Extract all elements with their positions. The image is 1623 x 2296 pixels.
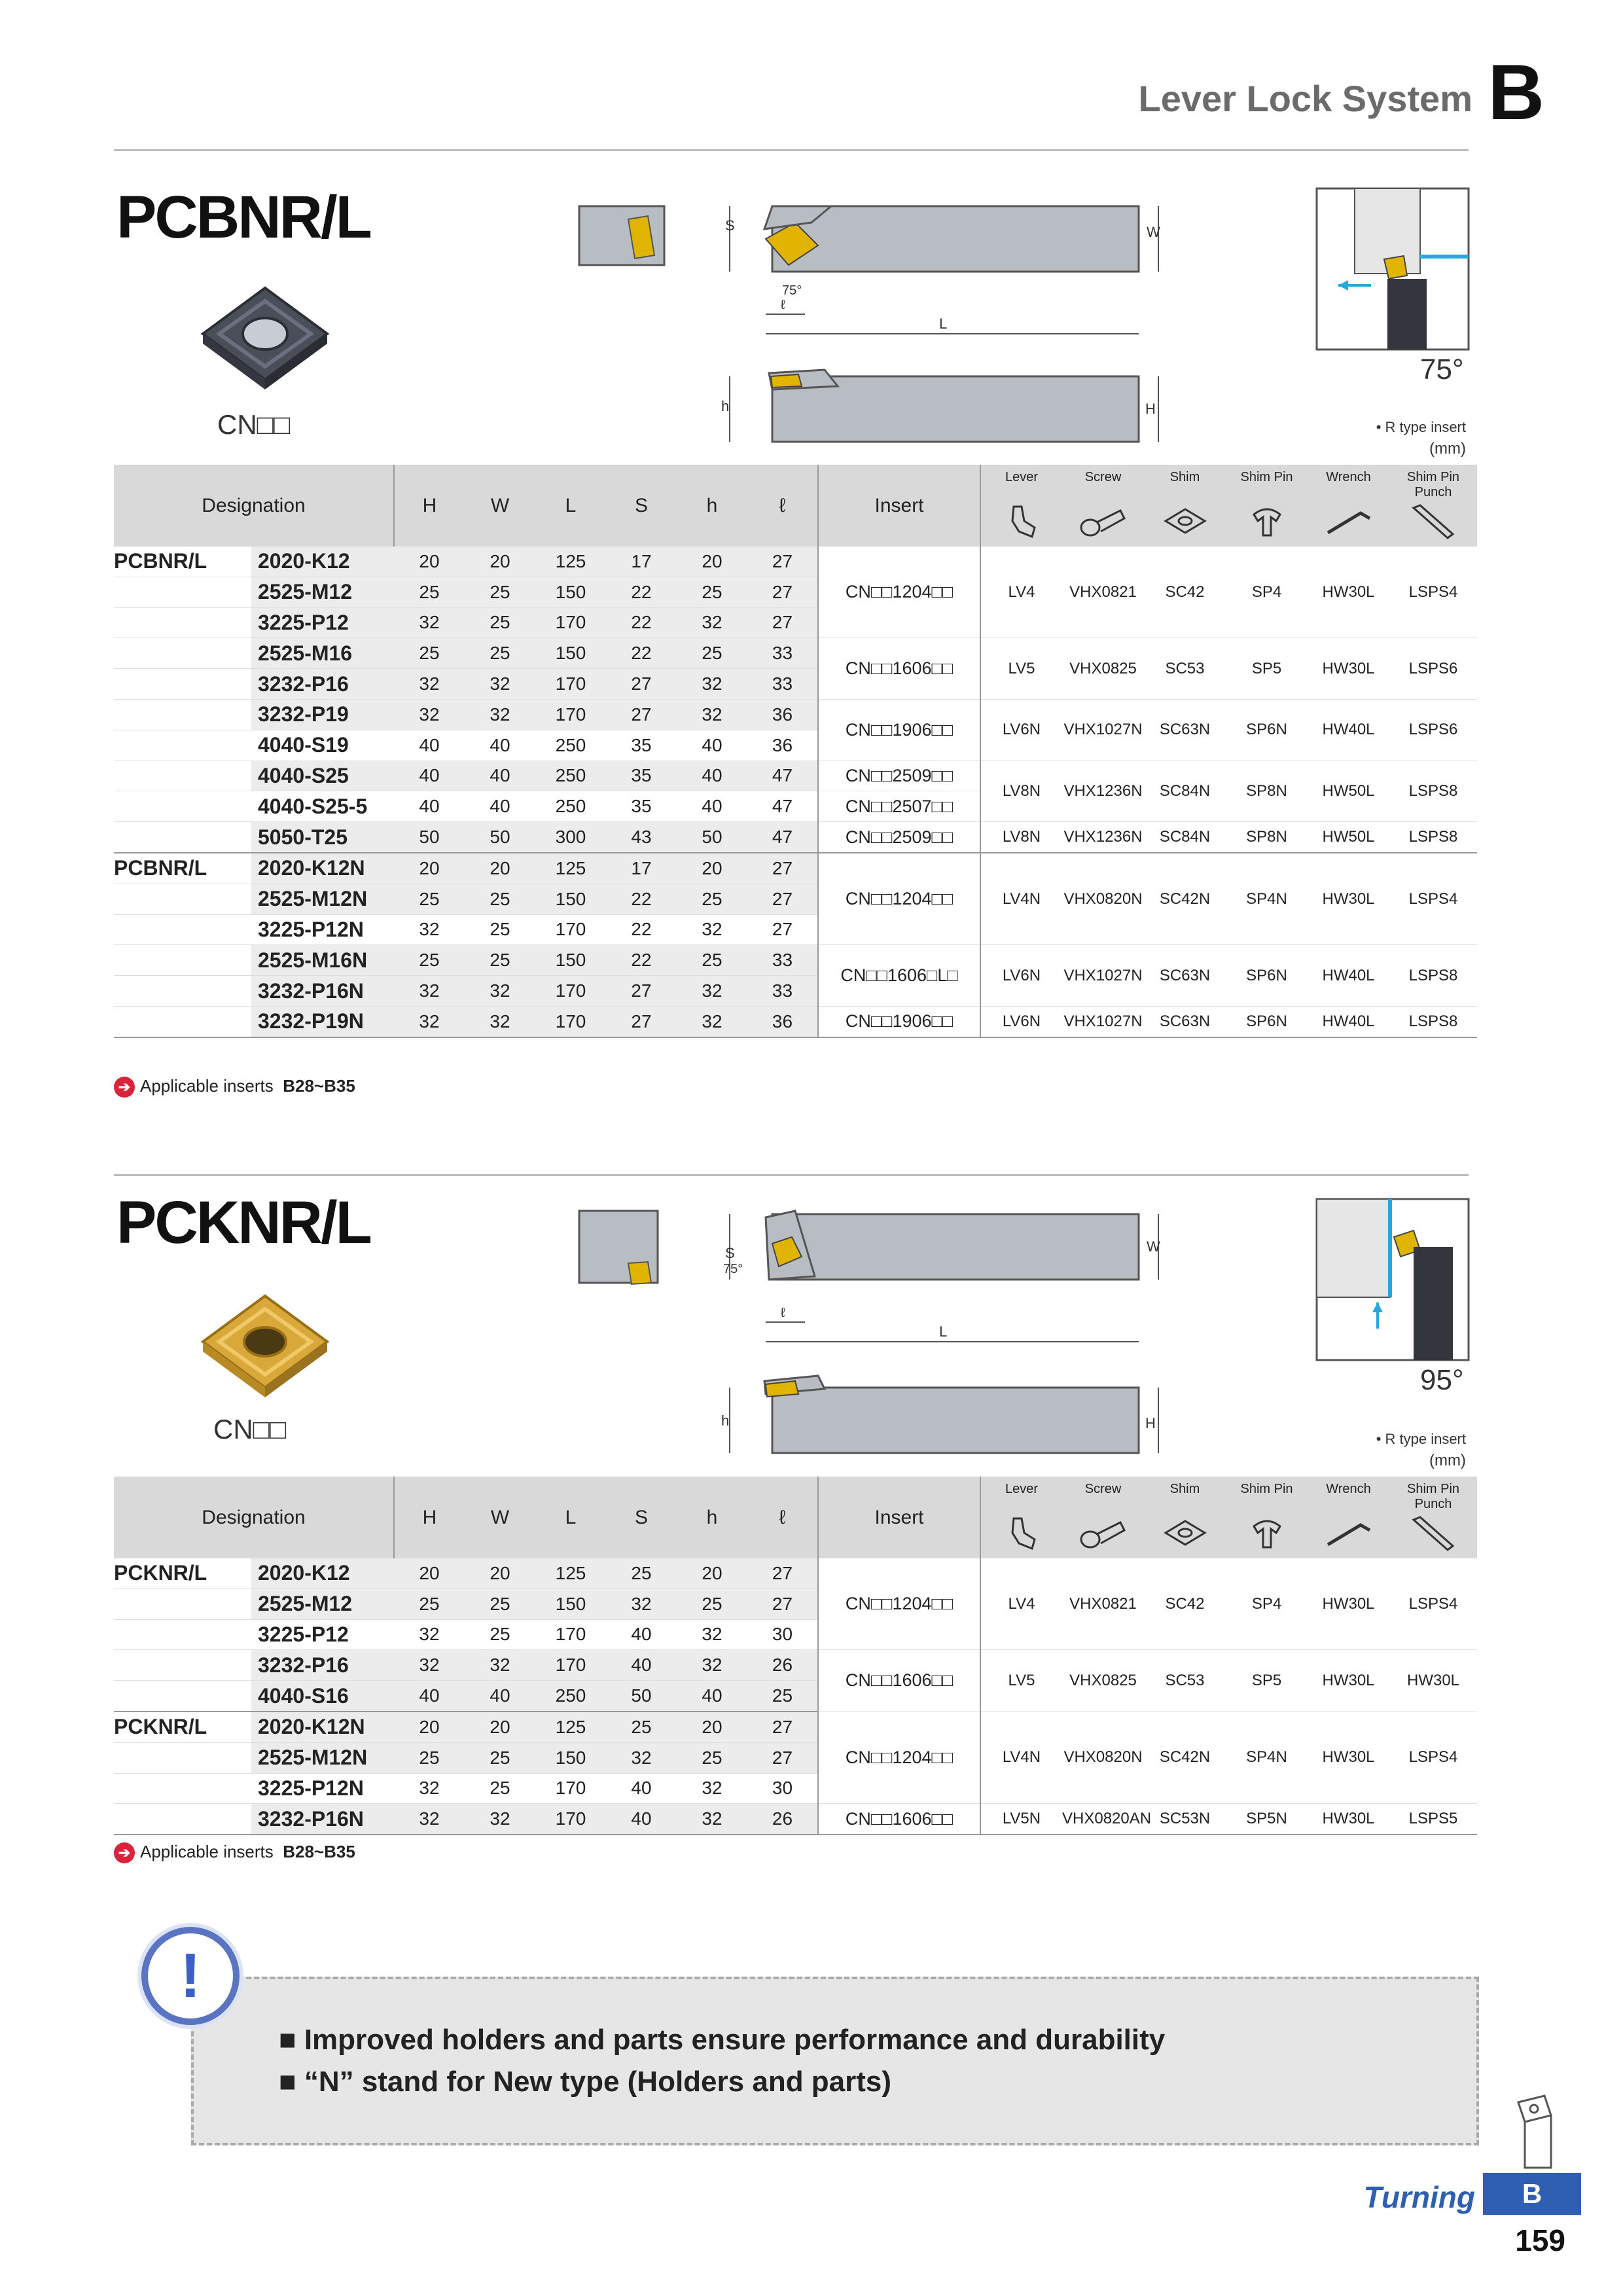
- notice-box: [191, 1977, 1479, 2145]
- table-row: 3232-P19 32 32 170 27 32 36 CN□□1906□□ LV6N VHX1027N SC63N SP6N HW40L LSPS6: [114, 699, 1477, 730]
- wrench-icon: [1308, 1513, 1389, 1558]
- dim-s-label: S: [725, 1245, 735, 1261]
- col-L: L: [535, 465, 606, 547]
- cutting-approach-diagram: [1315, 187, 1470, 351]
- col-insert: Insert: [818, 465, 980, 547]
- col-H: H: [394, 465, 465, 547]
- col-designation: Designation: [114, 465, 394, 547]
- dim-l-label: L: [939, 315, 948, 332]
- lever-icon: [980, 501, 1062, 547]
- table-row: 4040-S16 40 40 250 50 40 25: [114, 1681, 1477, 1712]
- table-row: 2525-M12 25 25 150 32 25 27: [114, 1588, 1477, 1619]
- table-row: 3232-P16 32 32 170 40 32 26 CN□□1606□□ LV5 VHX0825 SC53 SP5 HW30L HW30L: [114, 1650, 1477, 1681]
- screw-icon: [1062, 501, 1144, 547]
- col-wrench: Wrench: [1308, 465, 1389, 501]
- col-h: h: [677, 1477, 747, 1558]
- section-divider: [114, 1174, 1469, 1176]
- col-screw: Screw: [1062, 465, 1144, 501]
- turning-tool-icon: [1505, 2089, 1577, 2174]
- col-shim-pin-punch: Shim Pin Punch: [1389, 465, 1477, 501]
- table-row: 2525-M16N 25 25 150 22 25 33 CN□□1606□L□ LV6N VHX1027N SC63N SP6N HW40L LSPS8: [114, 945, 1477, 976]
- table-row: 3225-P12 32 25 170 40 32 30: [114, 1619, 1477, 1650]
- col-shim-pin: Shim Pin: [1226, 465, 1308, 501]
- table-row: 3225-P12 32 25 170 22 32 27: [114, 607, 1477, 638]
- table-row: 3232-P19N 32 32 170 27 32 36 CN□□1906□□ LV6N VHX1027N SC63N SP6N HW40L LSPS8: [114, 1006, 1477, 1037]
- footer-category: Turning: [1363, 2180, 1475, 2214]
- insert-image-icon: [190, 275, 340, 393]
- dim-s-label: S: [725, 217, 735, 234]
- wrench-icon: [1308, 501, 1389, 547]
- col-W: W: [465, 465, 535, 547]
- table-row: 2525-M16 25 25 150 22 25 33 CN□□1606□□ LV5 VHX0825 SC53 SP5 HW30L LSPS6: [114, 638, 1477, 669]
- cutting-approach-diagram: [1315, 1198, 1470, 1361]
- shim-pin-punch-icon: [1389, 501, 1477, 547]
- screw-icon: [1062, 1513, 1144, 1558]
- col-ell: ℓ: [747, 465, 818, 547]
- table-row: 2525-M12N 25 25 150 32 25 27: [114, 1742, 1477, 1773]
- col-S: S: [606, 1477, 677, 1558]
- exclamation-icon: !: [141, 1927, 240, 2025]
- dim-angle-label: 75°: [782, 283, 802, 298]
- table-row: 3225-P12N 32 25 170 22 32 27: [114, 914, 1477, 945]
- shim-icon: [1144, 501, 1226, 547]
- table-row: 4040-S19 40 40 250 35 40 36: [114, 730, 1477, 761]
- section2-title: PCKNR/L: [116, 1189, 370, 1256]
- table-row: PCKNR/L 2020-K12 20 20 125 25 20 27 CN□□1204□□ LV4 VHX0821 SC42 SP4 HW30L LSPS4: [114, 1558, 1477, 1588]
- holder-side-view-diagram: [681, 1204, 1178, 1466]
- table-row: 3225-P12N 32 25 170 40 32 30: [114, 1773, 1477, 1804]
- approach-angle: 75°: [1420, 353, 1464, 386]
- notice-line-2: ■ “N” stand for New type (Holders and parts): [279, 2066, 892, 2098]
- dim-h-label: h: [721, 398, 730, 414]
- header-section-letter: B: [1488, 48, 1544, 136]
- dim-angle-label: 75°: [723, 1262, 743, 1276]
- applicable-inserts-link[interactable]: ➔ Applicable inserts B28~B35: [114, 1842, 355, 1863]
- section1-title: PCBNR/L: [116, 184, 370, 251]
- shim-pin-icon: [1226, 1513, 1308, 1558]
- col-insert: Insert: [818, 1477, 980, 1558]
- dim-H-label: H: [1145, 401, 1156, 417]
- table-row: 5050-T25 50 50 300 43 50 47 CN□□2509□□ LV8N VHX1236N SC84N SP8N HW50L LSPS8: [114, 822, 1477, 853]
- table-row: 2525-M12 25 25 150 22 25 27: [114, 577, 1477, 607]
- dim-ell-label: ℓ: [781, 298, 785, 312]
- dim-l-label: L: [939, 1323, 948, 1340]
- shim-pin-punch-icon: [1389, 1513, 1477, 1558]
- col-shim-pin-punch: Shim Pin Punch: [1389, 1477, 1477, 1513]
- col-h: h: [677, 465, 747, 547]
- header-title: Lever Lock System: [1138, 78, 1472, 119]
- insert-image-icon: [190, 1283, 340, 1401]
- col-shim: Shim: [1144, 465, 1226, 501]
- table-row: 3232-P16N 32 32 170 27 32 33: [114, 976, 1477, 1007]
- col-shim-pin: Shim Pin: [1226, 1477, 1308, 1513]
- table-row: 4040-S25-5 40 40 250 35 40 47 CN□□2507□□: [114, 791, 1477, 822]
- arrow-circle-icon: ➔: [114, 1077, 135, 1098]
- col-L: L: [535, 1477, 606, 1558]
- col-wrench: Wrench: [1308, 1477, 1389, 1513]
- table-row: 3232-P16 32 32 170 27 32 33: [114, 669, 1477, 700]
- lever-icon: [980, 1513, 1062, 1558]
- dim-ell-label: ℓ: [781, 1306, 785, 1320]
- col-screw: Screw: [1062, 1477, 1144, 1513]
- table-row: PCBNR/L 2020-K12N 20 20 125 17 20 27 CN□□1204□□ LV4N VHX0820N SC42N SP4N HW30L LSPS4: [114, 853, 1477, 884]
- dim-w-label: W: [1147, 1238, 1160, 1255]
- table-row: 4040-S25 40 40 250 35 40 47 CN□□2509□□ LV8N VHX1236N SC84N SP8N HW50L LSPS8: [114, 761, 1477, 791]
- spec-table-pcbnr: [114, 465, 1477, 1038]
- col-S: S: [606, 465, 677, 547]
- col-H: H: [394, 1477, 465, 1558]
- table-row: 3232-P16N 32 32 170 40 32 26 CN□□1606□□ LV5N VHX0820AN SC53N SP5N HW30L LSPS5: [114, 1804, 1477, 1835]
- unit-label: (mm): [1429, 440, 1466, 457]
- col-lever: Lever: [980, 1477, 1062, 1513]
- approach-angle: 95°: [1420, 1364, 1464, 1396]
- col-ell: ℓ: [747, 1477, 818, 1558]
- spec-table-pcknr: [114, 1477, 1477, 1835]
- shim-pin-icon: [1226, 501, 1308, 547]
- arrow-circle-icon: ➔: [114, 1842, 135, 1863]
- col-shim: Shim: [1144, 1477, 1226, 1513]
- notice-line-1: ■ Improved holders and parts ensure performance and durability: [279, 2024, 1166, 2056]
- col-lever: Lever: [980, 465, 1062, 501]
- insert-code: CN□□: [217, 409, 291, 440]
- holder-side-view-diagram: [681, 190, 1178, 452]
- insert-type-note: • R type insert: [1376, 1431, 1466, 1447]
- insert-code: CN□□: [213, 1414, 287, 1444]
- shim-icon: [1144, 1513, 1226, 1558]
- page-number: 159: [1515, 2223, 1565, 2257]
- section-divider: [114, 149, 1469, 151]
- dim-w-label: W: [1147, 224, 1160, 240]
- table-row: PCBNR/L 2020-K12 20 20 125 17 20 27 CN□□1204□□ LV4 VHX0821 SC42 SP4 HW30L LSPS4: [114, 547, 1477, 577]
- table-row: 2525-M12N 25 25 150 22 25 27: [114, 884, 1477, 914]
- insert-type-note: • R type insert: [1376, 419, 1466, 435]
- col-designation: Designation: [114, 1477, 394, 1558]
- dim-H-label: H: [1145, 1415, 1156, 1431]
- col-W: W: [465, 1477, 535, 1558]
- applicable-inserts-link[interactable]: ➔ Applicable inserts B28~B35: [114, 1076, 355, 1098]
- dim-h-label: h: [721, 1412, 730, 1429]
- footer-section-tab[interactable]: B: [1483, 2173, 1581, 2215]
- table-row: PCKNR/L 2020-K12N 20 20 125 25 20 27 CN□□1204□□ LV4N VHX0820N SC42N SP4N HW30L LSPS4: [114, 1712, 1477, 1742]
- unit-label: (mm): [1429, 1452, 1466, 1469]
